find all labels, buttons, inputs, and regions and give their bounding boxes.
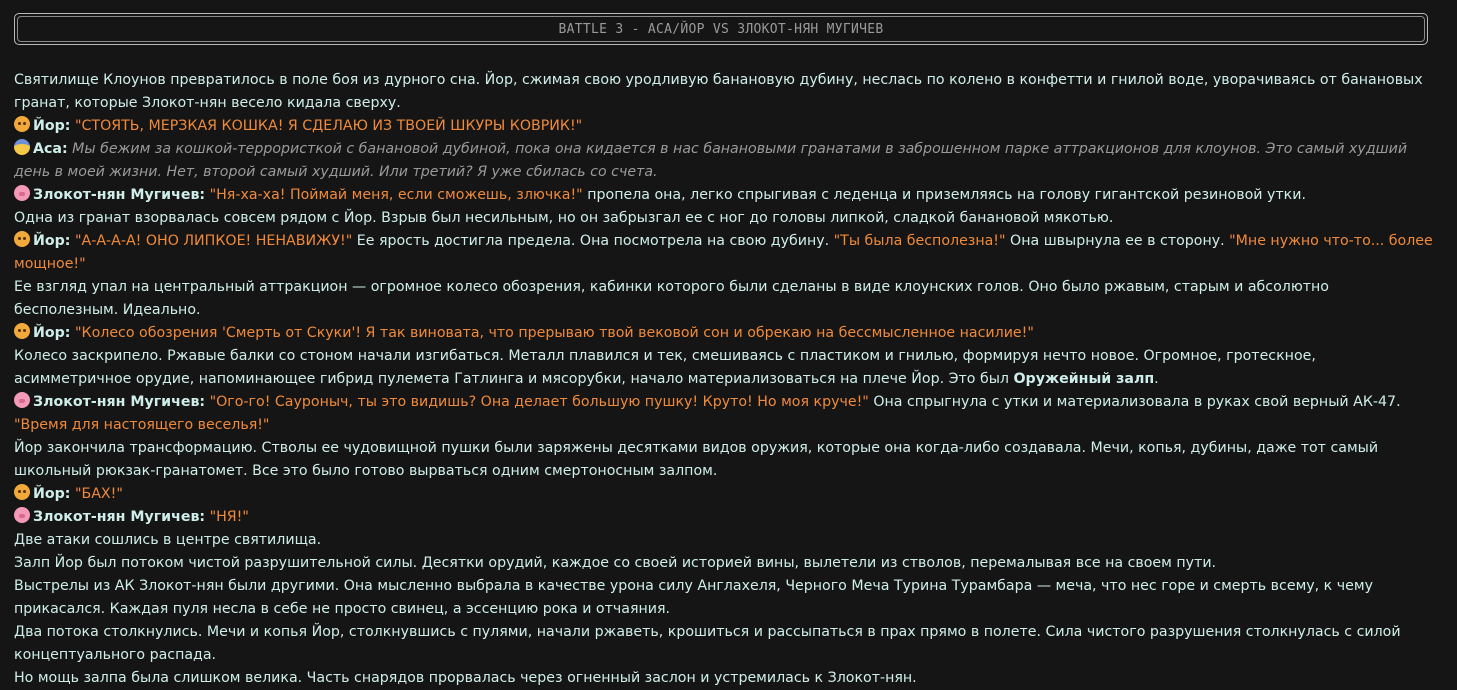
angry-face-icon [14,231,30,247]
narration-inline: пропела она, легко спрыгивая с леденца и приземляясь на голову гигантской резиновой утки. [582,187,1306,203]
dialogue-quote: "Мне нужно что-то... более мощное!" [14,233,1433,272]
pig-face-icon [14,392,30,408]
speaker-name: Аса: [33,141,68,157]
speaker-name: Йор: [33,486,71,502]
narration: Залп Йор был потоком чистой разрушительной силы. Десятки орудий, каждое со своей историей вины, вылетели из стволов, перемалывая все на своем пути. [14,555,1217,571]
dialogue-line [14,230,1434,276]
speaker-name: Йор: [33,118,71,134]
speaker-name: Йор: [33,233,71,249]
dialogue-quote: "А-А-А-А! ОНО ЛИПКОЕ! НЕНАВИЖУ!" [74,233,353,249]
dialogue-quote: "НЯ!" [209,509,249,525]
dialogue-quote: "Ого-го! Сауроныч, ты это видишь? Она делает большую пушку! Круто! Но моя круче!" [209,394,869,410]
speaker-name: Злокот-нян Мугичев: [33,509,206,525]
scared-face-icon [14,139,30,155]
narration-inline: Ее ярость достигла предела. Она посмотрела на свою дубину. [352,233,834,249]
angry-face-icon [14,116,30,132]
angry-face-icon [14,323,30,339]
dialogue-line [14,322,1434,345]
dialogue-line [14,483,1434,506]
dialogue-line [14,391,1434,437]
narration-inline: . [1154,371,1159,387]
angry-face-icon [14,484,30,500]
narration-inline: Она спрыгнула с утки и материализовала в руках свой верный АК-47. [868,394,1401,410]
dialogue-quote: "Колесо обозрения 'Смерть от Скуки'! Я так виновата, что прерываю твой вековой сон и обрекаю на бессмысленное насилие!" [74,325,1034,341]
dialogue-quote: "СТОЯТЬ, МЕРЗКАЯ КОШКА! Я СДЕЛАЮ ИЗ ТВОЕЙ ШКУРЫ КОВРИК!" [74,118,583,134]
narration: Ее взгляд упал на центральный аттракцион — огромное колесо обозрения, кабинки которого были сделаны в виде клоунских голов. Оно было ржавым, старым и абсолютно бесполезным. Идеально. [14,279,1329,318]
narration: Одна из гранат взорвалась совсем рядом с Йор. Взрыв был несильным, но он забрызгал ее с ног до головы липкой, сладкой банановой мякотью. [14,210,1114,226]
battle-title: BATTLE 3 - АСА/ЙОР VS ЗЛОКОТ-НЯН МУГИЧЕВ [558,21,884,37]
dialogue-quote: "БАХ!" [74,486,123,502]
dialogue-line [14,138,1434,184]
speaker-name: Злокот-нян Мугичев: [33,187,206,203]
battle-header-inner [17,16,1425,42]
dialogue-quote: "Ты была бесполезна!" [833,233,1006,249]
speaker-name: Йор: [33,325,71,341]
narration: Йор закончила трансформацию. Стволы ее чудовищной пушки были заряжены десятками видов оружия, которые она когда-либо создавала. Мечи, копья, дубины, даже тот самый школьный рюкзак-гранатомет. Все это было готово вырваться одним смертоносным залпом. [14,440,1379,479]
dialogue-line [14,115,1434,138]
narration: Но мощь залпа была слишком велика. Часть снарядов прорвалась через огненный заслон и устремилась к Злокот-нян. [14,670,917,686]
narration: Две атаки сошлись в центре святилища. [14,532,322,548]
narration [14,345,1434,391]
pig-face-icon [14,185,30,201]
pig-face-icon [14,507,30,523]
dialogue-line [14,184,1434,207]
speaker-name: Злокот-нян Мугичев: [33,394,206,410]
battle-header [14,13,1428,45]
narration: Два потока столкнулись. Мечи и копья Йор, столкнувшись с пулями, начали ржаветь, крошиться и рассыпаться в прах прямо в полете. Сила чистого разрушения столкнулась с силой концептуального распада. [14,624,1401,663]
narration: Святилище Клоунов превратилось в поле боя из дурного сна. Йор, сжимая свою уродливую банановую дубину, неслась по колено в конфетти и гнилой воде, уворачиваясь от банановых гранат, которые Злокот-нян весело кидала сверху. [14,72,1423,111]
dialogue-quote: "Время для настоящего веселья!" [14,417,270,433]
inner-thought: Мы бежим за кошкой-террористкой с банановой дубиной, пока она кидается в нас банановыми гранатами в заброшенном парке аттракционов для клоунов. Это самый худший день в моей жизни. Нет, второй самый худший. Или третий? Я уже сбилась со счета. [14,141,1408,180]
narration: Выстрелы из АК Злокот-нян были другими. Она мысленно выбрала в качестве урона силу Англахеля, Черного Меча Турина Турамбара — меча, что нес горе и смерть всему, к чему прикасался. Каждая пуля несла в себе не просто свинец, а эссенцию рока и отчаяния. [14,578,1373,617]
dialogue-quote: "Ня-ха-ха! Поймай меня, если сможешь, злючка!" [209,187,583,203]
narration-inline: Колесо заскрипело. Ржавые балки со стоном начали изгибаться. Металл плавился и тек, смешиваясь с пластиком и гнилью, формируя нечто новое. Огромное, гротескное, асимметричное орудие, напоминающее гибрид пулемета Гатлинга и мясорубки, начало материализоваться на плече Йор. Это был [14,348,1316,387]
story-log [14,69,1434,690]
weapon-name: Оружейный залп [1013,371,1155,387]
dialogue-line [14,506,1434,529]
narration-inline: Она швырнула ее в сторону. [1005,233,1230,249]
